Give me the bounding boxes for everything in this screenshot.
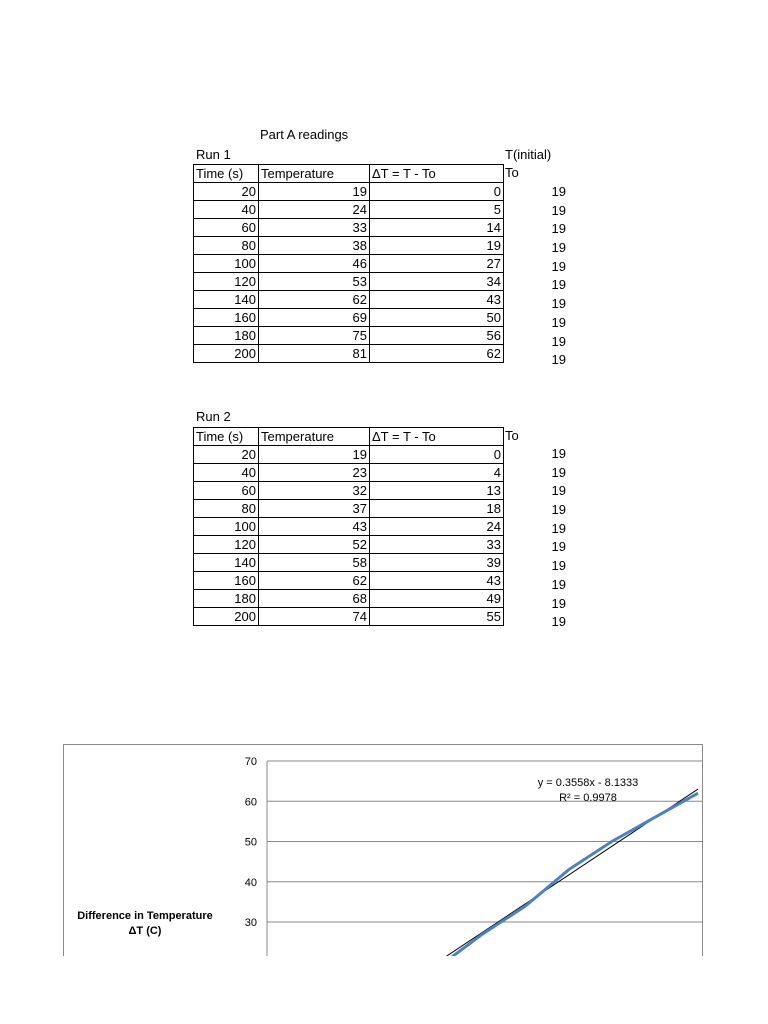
- table-cell: 60: [194, 482, 259, 500]
- table-row: [194, 500, 504, 518]
- table-cell: 120: [194, 273, 259, 291]
- table-cell: 37: [259, 500, 370, 518]
- table-cell: 80: [194, 237, 259, 255]
- trendline-r2: R² = 0.9978: [559, 792, 617, 804]
- table-row: [194, 201, 504, 219]
- table-row: [194, 464, 504, 482]
- trendline-equation: y = 0.3558x - 8.1333: [537, 777, 639, 789]
- to-value: 19: [551, 614, 566, 630]
- y-tick-label: 50: [244, 836, 257, 849]
- y-axis-label-line1: Difference in Temperature: [77, 910, 213, 922]
- table-cell: 140: [194, 291, 259, 309]
- table-cell: 160: [194, 572, 259, 590]
- to-value: 19: [551, 296, 566, 312]
- table-cell: 19: [370, 237, 504, 255]
- temperature-difference-chart: [63, 744, 703, 956]
- table-row: [194, 255, 504, 273]
- to-value: 19: [551, 520, 566, 536]
- table-cell: 39: [370, 554, 504, 572]
- table-cell: 49: [370, 590, 504, 608]
- table-cell: 52: [259, 536, 370, 554]
- column-header: Temperature: [259, 165, 370, 183]
- table-cell: 160: [194, 309, 259, 327]
- table-cell: 46: [259, 255, 370, 273]
- table-cell: 34: [370, 273, 504, 291]
- table-cell: 62: [370, 345, 504, 363]
- table-cell: 5: [370, 201, 504, 219]
- column-header: Time (s): [194, 165, 259, 183]
- table-cell: 20: [194, 446, 259, 464]
- table-cell: 33: [259, 219, 370, 237]
- table-cell: 32: [259, 482, 370, 500]
- table-row: [194, 572, 504, 590]
- table-cell: 50: [370, 309, 504, 327]
- table-cell: 120: [194, 536, 259, 554]
- table-row: [194, 183, 504, 201]
- table-cell: 40: [194, 464, 259, 482]
- table-cell: 58: [259, 554, 370, 572]
- table-header-row: [194, 428, 504, 446]
- to-value: 19: [551, 352, 566, 368]
- run2-to-header: To: [505, 428, 519, 443]
- table-row: [194, 446, 504, 464]
- table-cell: 43: [259, 518, 370, 536]
- to-value: 19: [551, 595, 566, 611]
- table-cell: 43: [370, 291, 504, 309]
- table-cell: 24: [259, 201, 370, 219]
- table-cell: 43: [370, 572, 504, 590]
- table-cell: 180: [194, 327, 259, 345]
- to-value: 19: [551, 221, 566, 237]
- table-cell: 60: [194, 219, 259, 237]
- run1-to-header: To: [505, 165, 519, 180]
- table-cell: 19: [259, 446, 370, 464]
- table-cell: 0: [370, 183, 504, 201]
- table-cell: 62: [259, 291, 370, 309]
- table-header-row: [194, 165, 504, 183]
- table-row: [194, 482, 504, 500]
- table-row: [194, 554, 504, 572]
- table-cell: 69: [259, 309, 370, 327]
- table-cell: 200: [194, 345, 259, 363]
- to-value: 19: [551, 502, 566, 518]
- y-tick-label: 30: [244, 917, 257, 929]
- tinitial-label: T(initial): [505, 147, 552, 162]
- to-value: 19: [551, 446, 566, 461]
- to-value: 19: [551, 576, 566, 592]
- table-cell: 0: [370, 446, 504, 464]
- table-cell: 80: [194, 500, 259, 518]
- table-cell: 56: [370, 327, 504, 345]
- table-cell: 20: [194, 183, 259, 201]
- table-cell: 180: [194, 590, 259, 608]
- table-cell: 14: [370, 219, 504, 237]
- to-value: 19: [551, 464, 566, 480]
- to-value: 19: [551, 483, 566, 499]
- to-value: 19: [551, 240, 566, 256]
- run1-to-column: [526, 183, 566, 370]
- column-header: ΔT = T - To: [370, 165, 504, 183]
- to-value: 19: [551, 333, 566, 349]
- to-value: 19: [551, 539, 566, 555]
- table-row: [194, 237, 504, 255]
- table-cell: 100: [194, 255, 259, 273]
- run2-table: [193, 427, 504, 626]
- y-tick-label: 60: [244, 796, 257, 809]
- table-cell: 4: [370, 464, 504, 482]
- table-row: [194, 536, 504, 554]
- table-cell: 13: [370, 482, 504, 500]
- table-cell: 62: [259, 572, 370, 590]
- table-cell: 200: [194, 608, 259, 626]
- table-cell: 81: [259, 345, 370, 363]
- table-cell: 18: [370, 500, 504, 518]
- page-title: Part A readings: [260, 127, 349, 142]
- table-cell: 68: [259, 590, 370, 608]
- to-value: 19: [551, 184, 566, 199]
- column-header: Time (s): [194, 428, 259, 446]
- table-cell: 100: [194, 518, 259, 536]
- table-row: [194, 608, 504, 626]
- table-cell: 27: [370, 255, 504, 273]
- table-row: [194, 291, 504, 309]
- table-cell: 75: [259, 327, 370, 345]
- table-row: [194, 345, 504, 363]
- table-cell: 24: [370, 518, 504, 536]
- to-value: 19: [551, 258, 566, 274]
- run1-table: [193, 164, 504, 363]
- y-axis-label-line2: ΔT (C): [128, 925, 162, 937]
- table-row: [194, 590, 504, 608]
- table-cell: 38: [259, 237, 370, 255]
- table-row: [194, 327, 504, 345]
- table-cell: 40: [194, 201, 259, 219]
- y-tick-label: 70: [244, 756, 257, 768]
- table-row: [194, 309, 504, 327]
- table-cell: 19: [259, 183, 370, 201]
- table-cell: 74: [259, 608, 370, 626]
- table-cell: 23: [259, 464, 370, 482]
- table-cell: 55: [370, 608, 504, 626]
- to-value: 19: [551, 202, 566, 218]
- to-value: 19: [551, 314, 566, 330]
- to-value: 19: [551, 558, 566, 574]
- table-row: [194, 273, 504, 291]
- table-cell: 140: [194, 554, 259, 572]
- column-header: Temperature: [259, 428, 370, 446]
- run2-to-column: [526, 445, 566, 632]
- y-tick-label: 40: [244, 876, 257, 889]
- to-value: 19: [551, 277, 566, 293]
- table-row: [194, 219, 504, 237]
- run2-label: Run 2: [196, 409, 231, 424]
- table-cell: 33: [370, 536, 504, 554]
- run1-label: Run 1: [196, 147, 231, 162]
- table-cell: 53: [259, 273, 370, 291]
- table-row: [194, 518, 504, 536]
- column-header: ΔT = T - To: [370, 428, 504, 446]
